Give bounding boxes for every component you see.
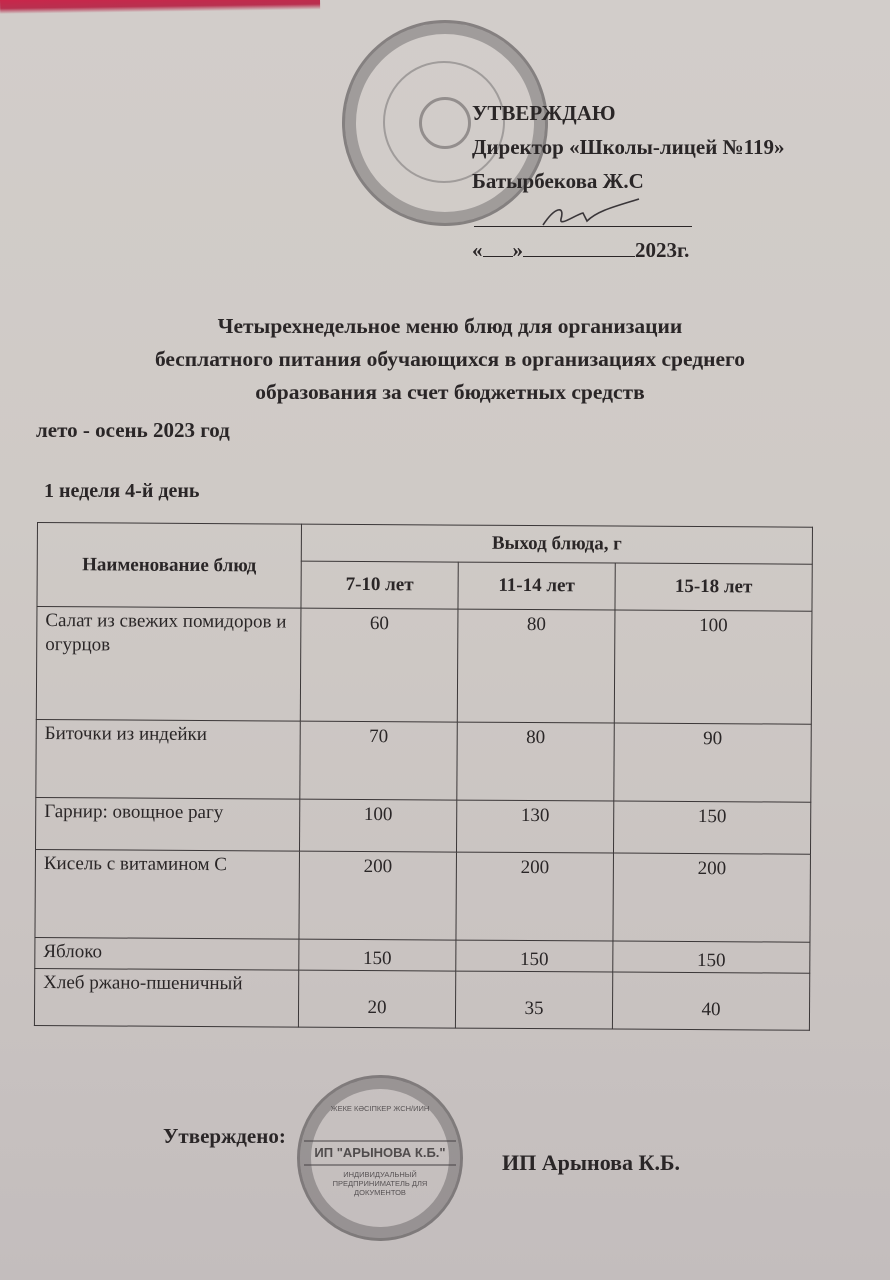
month-blank <box>523 256 635 257</box>
state-emblem-icon <box>419 97 471 149</box>
dish-name: Салат из свежих помидоров и огурцов <box>36 607 301 722</box>
dish-name: Гарнир: овощное рагу <box>35 797 299 851</box>
table-row <box>35 797 810 854</box>
dish-name-header: Наименование блюд <box>37 523 302 609</box>
date-open-quote: « <box>472 238 483 262</box>
title-line: бесплатного питания обучающихся в организациях среднего <box>154 347 746 371</box>
portion-value: 100 <box>299 799 456 852</box>
entrepreneur-name: ИП Арынова К.Б. <box>502 1150 681 1175</box>
portion-value: 20 <box>298 970 455 1028</box>
portion-value: 150 <box>299 939 456 971</box>
dish-name: Яблоко <box>35 937 299 970</box>
age-group-header: 15-18 лет <box>615 563 812 611</box>
portion-value: 200 <box>456 852 614 941</box>
output-header: Выход блюда, г <box>301 524 812 564</box>
table-row <box>35 937 810 973</box>
portion-value: 150 <box>613 801 810 854</box>
week-day-label: 1 неделя 4-й день <box>44 480 200 502</box>
age-group-header: 11-14 лет <box>458 562 615 610</box>
director-name: Батырбекова Ж.С <box>472 169 644 193</box>
portion-value: 60 <box>300 608 458 722</box>
table-row <box>36 719 811 802</box>
portion-value: 200 <box>299 851 457 940</box>
approval-date <box>472 238 689 263</box>
approval-heading: УТВЕРЖДАЮ <box>472 101 616 125</box>
approved-label: Утверждено: <box>163 1124 286 1148</box>
stamp-band-text: ИП "АРЫНОВА К.Б." <box>304 1140 456 1166</box>
table-row <box>34 968 809 1030</box>
portion-value: 130 <box>456 800 613 853</box>
menu-table <box>34 522 813 1031</box>
title-line: Четырехнедельное меню блюд для организации <box>217 314 683 338</box>
day-blank <box>483 256 513 257</box>
portion-value: 35 <box>455 971 612 1029</box>
portion-value: 90 <box>614 723 811 802</box>
age-group-header: 7-10 лет <box>301 561 458 609</box>
title-line: образования за счет бюджетных средств <box>255 380 645 404</box>
portion-value: 80 <box>457 609 615 723</box>
document-title <box>40 310 860 409</box>
season-label: лето - осень 2023 год <box>36 418 230 442</box>
director-position: Директор «Школы-лицей №119» <box>472 135 785 159</box>
portion-value: 150 <box>456 940 613 972</box>
portion-value: 150 <box>613 941 810 973</box>
table-row <box>36 607 812 725</box>
table-header-row <box>37 523 812 565</box>
portion-value: 70 <box>300 721 457 800</box>
dish-name: Биточки из индейки <box>36 719 300 799</box>
date-close-quote: » <box>512 238 523 262</box>
dish-name: Хлеб ржано-пшеничный <box>34 968 298 1027</box>
portion-value: 200 <box>613 853 811 942</box>
stamp-bottom-text: ИНДИВИДУАЛЬНЫЙ ПРЕДПРИНИМАТЕЛЬ ДЛЯ ДОКУМЕНТОВ <box>332 1170 428 1197</box>
table-row <box>35 849 811 942</box>
portion-value: 40 <box>612 972 809 1030</box>
dish-name: Кисель с витамином С <box>35 849 300 939</box>
paper-edge-strip <box>0 0 320 14</box>
director-signature-icon <box>535 195 645 235</box>
portion-value: 100 <box>614 610 812 724</box>
stamp-top-text: ЖЕКЕ КӘСІПКЕР ЖСН/ИИН <box>330 1104 430 1113</box>
date-year: 2023г. <box>635 238 690 262</box>
entrepreneur-stamp <box>297 1075 463 1241</box>
portion-value: 80 <box>457 722 614 801</box>
